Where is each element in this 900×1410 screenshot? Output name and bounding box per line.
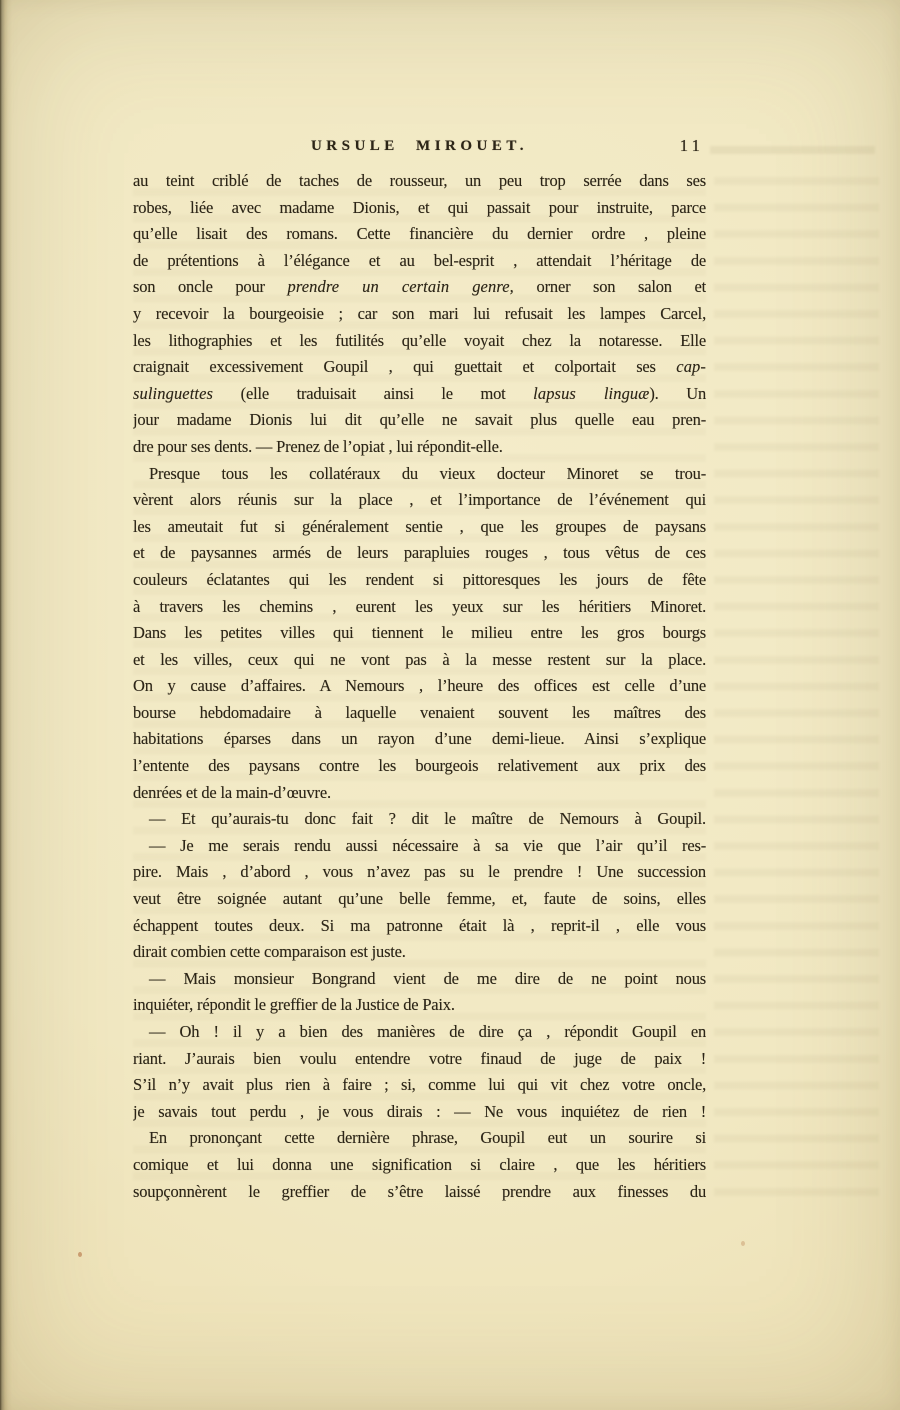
paragraph	[133, 1019, 706, 1125]
text-line: je savais tout perdu , je vous dirais : — Ne vous inquiétez de rien !	[133, 1101, 706, 1121]
text-line: sulinguettes (elle traduisait ainsi le mot lapsus linguæ). Un	[133, 383, 706, 403]
text-line: les ameutait fut si généralement sentie , que les groupes de paysans	[133, 516, 706, 536]
paper-speck	[78, 1252, 82, 1257]
text-line: et les villes, ceux qui ne vont pas à la messe restent sur la place.	[133, 649, 706, 669]
page-edge-shadow	[0, 0, 12, 1410]
text-line: au teint criblé de taches de rousseur, un peu trop serrée dans ses	[133, 171, 706, 190]
text-line: son oncle pour prendre un certain genre, orner son salon et	[133, 277, 706, 297]
text-line: l’entente des paysans contre les bourgeois relativement aux prix des	[133, 756, 706, 776]
text-line: En prononçant cette dernière phrase, Goupil eut un sourire si	[149, 1128, 706, 1148]
paragraph	[133, 966, 706, 1019]
paragraph	[133, 1125, 706, 1205]
text-line: — Oh ! il y a bien des manières de dire ça , répondit Goupil en	[149, 1022, 706, 1041]
page-number: 11	[679, 136, 704, 155]
text-line: y recevoir la bourgeoisie ; car son mari lui refusait les lampes Carcel,	[133, 303, 706, 323]
text-line: à travers les chemins , eurent les yeux sur les héritiers Minoret.	[133, 596, 706, 616]
text-line: craignait excessivement Goupil , qui guettait et colportait ses cap-	[133, 357, 706, 377]
text-line: dre pour ses dents. — Prenez de l’opiat , lui répondit-elle.	[133, 436, 503, 456]
text-line: vèrent alors réunis sur la place , et l’importance de l’événement qui	[133, 490, 706, 510]
text-line: S’il n’y avait plus rien à faire ; si, comme lui qui vit chez votre oncle,	[133, 1075, 706, 1095]
text-line: bourse hebdomadaire à laquelle venaient souvent les maîtres des	[133, 702, 706, 722]
text-line: On y cause d’affaires. A Nemours , l’heure des offices est celle d’une	[133, 676, 706, 696]
paragraph	[133, 806, 706, 833]
text-line: — Et qu’aurais-tu donc fait ? dit le maître de Nemours à Goupil.	[149, 809, 706, 829]
text-block	[133, 168, 706, 1205]
text-line: — Mais monsieur Bongrand vient de me dire de ne point nous	[149, 968, 706, 988]
paper-speck	[741, 1241, 745, 1246]
show-through-smudge	[710, 139, 875, 157]
text-line: Presque tous les collatéraux du vieux docteur Minoret se trou-	[149, 463, 706, 483]
text-line: comique et lui donna une signification si claire , que les héritiers	[133, 1154, 706, 1174]
text-line: qu’elle lisait des romans. Cette financière du dernier ordre , pleine	[133, 224, 706, 244]
text-line: veut être soignée autant qu’une belle femme, et, faute de soins, elles	[133, 889, 706, 909]
text-line: inquiéter, répondit le greffier de la Justice de Paix.	[133, 995, 455, 1015]
running-header	[133, 137, 706, 155]
text-line: riant. J’aurais bien voulu entendre votre finaud de juge de paix !	[133, 1048, 706, 1068]
show-through-smudge	[714, 170, 879, 1200]
paragraph	[133, 461, 706, 807]
text-line: dirait combien cette comparaison est juste.	[133, 942, 406, 962]
text-line: les lithographies et les futilités qu’elle voyait chez la notaresse. Elle	[133, 330, 706, 350]
text-line: pire. Mais , d’abord , vous n’avez pas su le prendre ! Une succession	[133, 862, 706, 882]
text-line: jour madame Dionis lui dit qu’elle ne savait plus quelle eau pren-	[133, 410, 706, 430]
text-line: et de paysannes armés de leurs parapluies rouges , tous vêtus de ces	[133, 543, 706, 563]
text-line: — Je me serais rendu aussi nécessaire à sa vie que l’air qu’il res-	[149, 835, 706, 855]
text-line: robes, liée avec madame Dionis, et qui passait pour instruite, parce	[133, 197, 706, 217]
text-line: couleurs éclatantes qui les rendent si pittoresques les jours de fête	[133, 569, 706, 589]
text-line: soupçonnèrent le greffier de s’être laissé prendre aux finesses du	[133, 1181, 706, 1201]
paragraph	[133, 168, 706, 461]
paragraph	[133, 833, 706, 966]
text-line: denrées et de la main-d’œuvre.	[133, 782, 331, 802]
text-line: Dans les petites villes qui tiennent le milieu entre les gros bourgs	[133, 623, 706, 643]
text-line: de prétentions à l’élégance et au bel-esprit , attendait l’héritage de	[133, 250, 706, 270]
text-line: habitations éparses dans un rayon d’une demi-lieue. Ainsi s’explique	[133, 729, 706, 749]
page-title: URSULE MIROUET.	[310, 138, 529, 154]
text-line: échappent toutes deux. Si ma patronne était là , reprit-il , elle vous	[133, 915, 706, 935]
